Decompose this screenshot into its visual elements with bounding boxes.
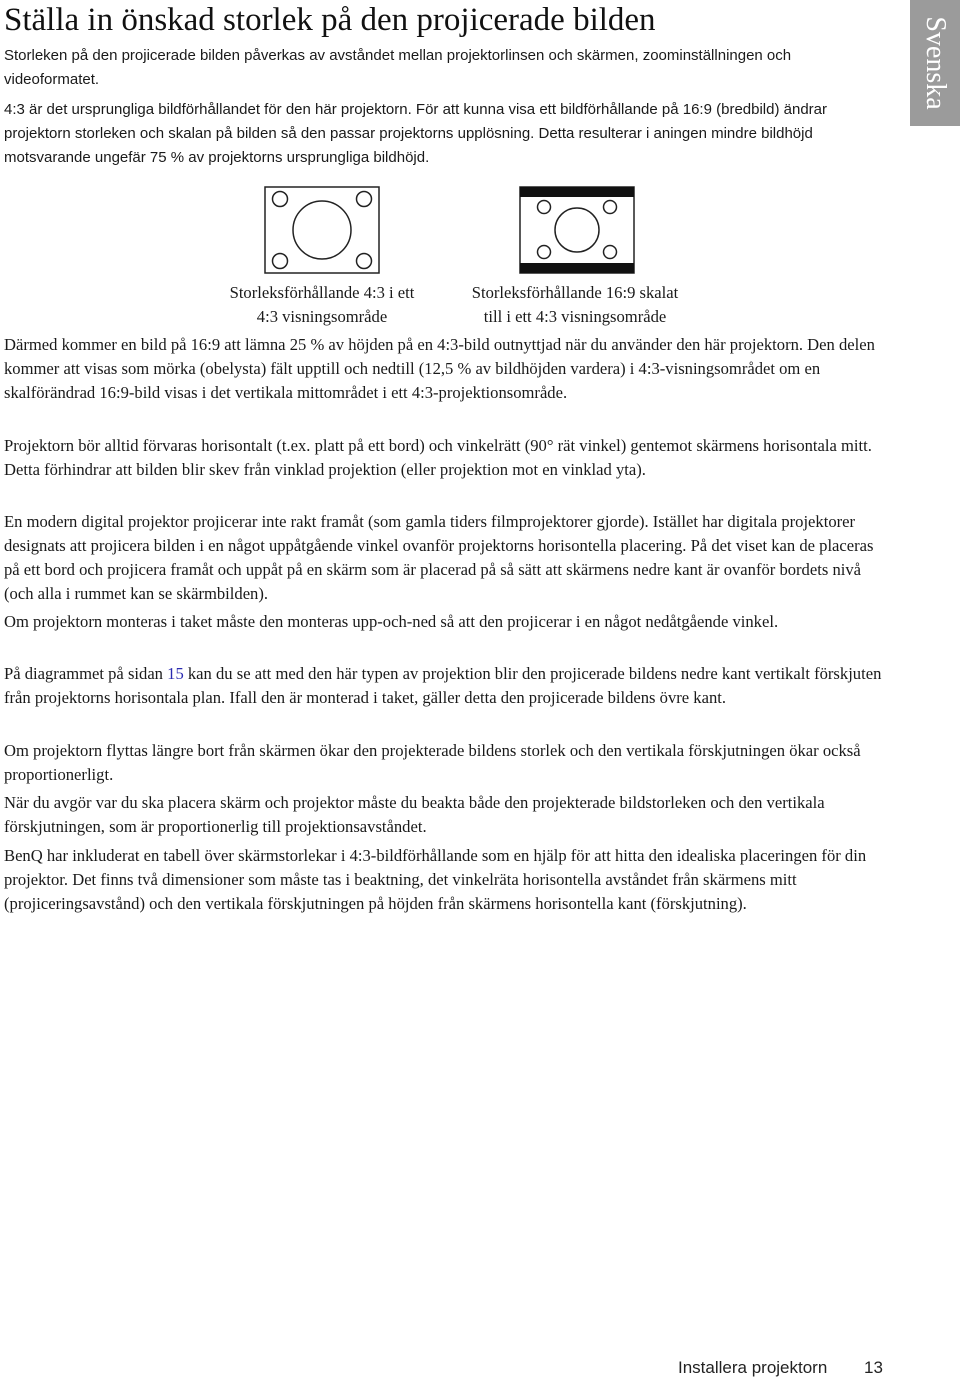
left-caption-line-2: 4:3 visningsområde — [256, 307, 388, 326]
language-tab-label: Svenska — [920, 16, 951, 110]
body-paragraph-7 — [4, 662, 884, 710]
page-title: Ställa in önskad storlek på den projicerade bilden — [4, 2, 656, 38]
body-paragraph-3: Därmed kommer en bild på 16:9 att lämna 25 % av höjden på en 4:3-bild outnyttjad när du använder den här projektorn. Den delen kommer att visas som mörka (obelysta) fält upptill och nedtill (12,5 % av bildhöjden vardera) i 4:3-visningsområdet om en skalförändrad 16:9-bild visas i det vertikala mittområdet i ett 4:3-projektionsområde. — [4, 335, 875, 402]
right-caption-line-2: till i ett 4:3 visningsområde — [483, 307, 667, 326]
body-paragraph-10: BenQ har inkluderat en tabell över skärmstorlekar i 4:3-bildförhållande som en hjälp för att hitta den idealiska placeringen för din projektor. Det finns två dimensioner som måste tas i beaktning, det vinkelräta horisontella avståndet från skärmens mitt (projiceringsavstånd) och den vertikala förskjutningen på höjden från skärmens horisontella kant (förskjutning). — [4, 846, 867, 913]
body-paragraph-4: Projektorn bör alltid förvaras horisontalt (t.ex. platt på ett bord) och vinkelrätt (90° rät vinkel) gentemot skärmens horisontala mitt. Detta förhindrar att bilden blir skev från vinklad projektion (eller projektion mot en vinklad yta). — [4, 436, 872, 479]
intro-paragraph-1: Storleken på den projicerade bilden påverkas av avståndet mellan projektorlinsen och skärmen, zoominställningen och videoformatet. — [4, 47, 792, 88]
p7-text-after: kan du se att med den här typen av projektion blir den projicerade bildens nedre kant vertikalt förskjuten från projektorns horisontala plan. Ifall den är monterad i taket, gäller detta den projicerade bildens övre kant. — [4, 664, 882, 707]
body-paragraph-6: Om projektorn monteras i taket måste den monteras upp-och-ned så att den projicerar i en något nedåtgående vinkel. — [4, 612, 779, 631]
aspect-4-3-diagram — [264, 186, 380, 274]
footer-section-title: Installera projektorn — [678, 1358, 828, 1377]
language-tab — [910, 0, 960, 126]
body-paragraph-9: När du avgör var du ska placera skärm och projektor måste du beakta både den projekterade bildstorleken och den vertikala förskjutningen, som är proportionerlig till projektionsavståndet. — [4, 793, 825, 836]
right-figure-caption — [448, 281, 702, 329]
footer-page-number: 13 — [864, 1358, 883, 1377]
intro-paragraph-2: 4:3 är det ursprungliga bildförhållandet för den här projektorn. För att kunna visa ett bildförhållande på 16:9 (bredbild) ändrar projektorn storleken och skalan på bilden så den passar projektorns upplösning. Detta resulterar i aningen mindre bildhöjd motsvarande ungefär 75 % av projektorns ursprungliga bildhöjd. — [4, 101, 828, 166]
aspect-16-9-diagram — [519, 186, 635, 274]
page-15-link[interactable]: 15 — [167, 664, 184, 683]
body-paragraph-8: Om projektorn flyttas längre bort från skärmen ökar den projekterade bildens storlek och den vertikala förskjutningen ökar också proportionerligt. — [4, 741, 861, 784]
p7-text-before: På diagrammet på sidan — [4, 664, 168, 683]
body-paragraph-5: En modern digital projektor projicerar inte rakt framåt (som gamla tiders filmprojektorer gjorde). Istället har digitala projektorer designats att projicera bilden i en något uppåtgående vinkel ovanför projektorns horisontella placering. På det viset kan de placeras på ett bord och projicera framåt och uppåt på en skärm som är placerad på så sätt att skärmens nedre kant är ovanför bordets nivå (och alla i rummet kan se skärmbilden). — [4, 512, 874, 603]
left-caption-line-1: Storleksförhållande 4:3 i ett — [229, 283, 415, 302]
right-caption-line-1: Storleksförhållande 16:9 skalat — [471, 283, 679, 302]
left-figure-caption — [200, 281, 444, 329]
